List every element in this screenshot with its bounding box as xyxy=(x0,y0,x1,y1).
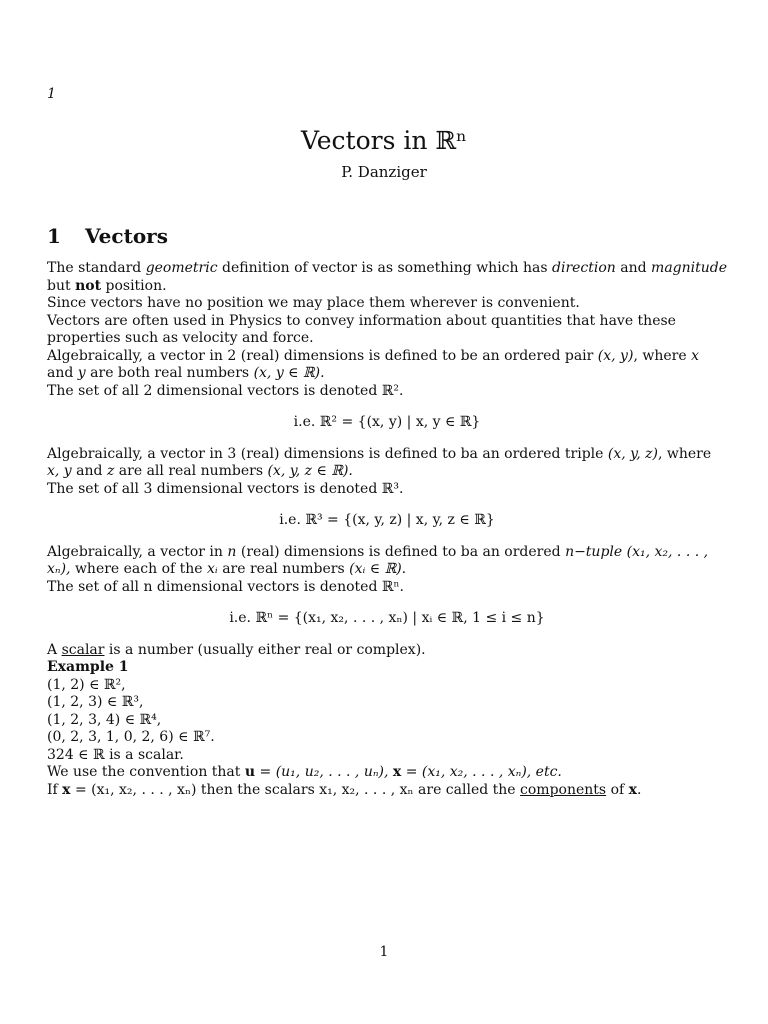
equation-r3: i.e. ℝ³ = {(x, y, z) | x, y, z ∈ ℝ} xyxy=(279,512,495,528)
section-title: Vectors xyxy=(85,224,168,248)
example-line: (1, 2, 3, 4) ∈ ℝ⁴, xyxy=(47,711,162,728)
example-line: 324 ∈ ℝ is a scalar. xyxy=(47,746,184,763)
example-line: (1, 2, 3) ∈ ℝ³, xyxy=(47,694,144,710)
paragraph-convention: We use the convention that u = (u₁, u₂, . . . , uₙ), x = (x₁, x₂, . . . , xₙ), etc. xyxy=(47,764,562,780)
paragraph-r2: Algebraically, a vector in 2 (real) dimensions is defined to be an ordered pair (x, y), where x and y are both real numbers (x, y ∈ ℝ). xyxy=(47,347,699,381)
paragraph-physics: Vectors are often used in Physics to convey information about quantities that have these properties such as velocity and force. xyxy=(47,312,676,346)
page-number: 1 xyxy=(379,944,389,960)
equation-r2: i.e. ℝ² = {(x, y) | x, y ∈ ℝ} xyxy=(293,414,481,430)
example-line: (1, 2) ∈ ℝ², xyxy=(47,676,126,693)
scalar-term: scalar xyxy=(61,641,105,658)
author: P. Danziger xyxy=(341,163,427,181)
equation-rn: i.e. ℝⁿ = {(x₁, x₂, . . . , xₙ) | xᵢ ∈ ℝ, 1 ≤ i ≤ n} xyxy=(229,610,545,626)
page-title: Vectors in ℝⁿ xyxy=(300,126,467,155)
paragraph-definition: The standard geometric definition of vector is as something which has direction and magnitude but not position. xyxy=(47,260,728,294)
running-head: 1 xyxy=(47,86,56,102)
paragraph-position: Since vectors have no position we may place them wherever is convenient. xyxy=(47,295,580,311)
paragraph-components: If x = (x₁, x₂, . . . , xₙ) then the scalars x₁, x₂, . . . , xₙ are called the components of x. xyxy=(47,781,642,798)
paragraph-r3: Algebraically, a vector in 3 (real) dimensions is defined to ba an ordered triple (x, y, z), where x, y and z are all real numbers (x, y, z ∈ ℝ). xyxy=(47,445,712,479)
paragraph-r3-set: The set of all 3 dimensional vectors is denoted ℝ³. xyxy=(47,480,404,497)
paragraph-r2-set: The set of all 2 dimensional vectors is denoted ℝ². xyxy=(47,382,404,399)
paragraph-rn: Algebraically, a vector in n (real) dimensions is defined to ba an ordered n−tuple (x₁, x₂, . . . , xₙ), where each of the xᵢ are real numbers (xᵢ ∈ ℝ). xyxy=(47,543,709,577)
section-number: 1 xyxy=(47,224,61,248)
components-term: components xyxy=(520,781,607,798)
body-text xyxy=(47,260,727,799)
example-line: (0, 2, 3, 1, 0, 2, 6) ∈ ℝ⁷. xyxy=(47,729,215,745)
paragraph-rn-set: The set of all n dimensional vectors is denoted ℝⁿ. xyxy=(47,578,404,595)
section-heading xyxy=(47,224,168,248)
example-heading: Example 1 xyxy=(47,659,129,675)
paragraph-scalar: A scalar is a number (usually either real or complex). xyxy=(47,641,426,658)
